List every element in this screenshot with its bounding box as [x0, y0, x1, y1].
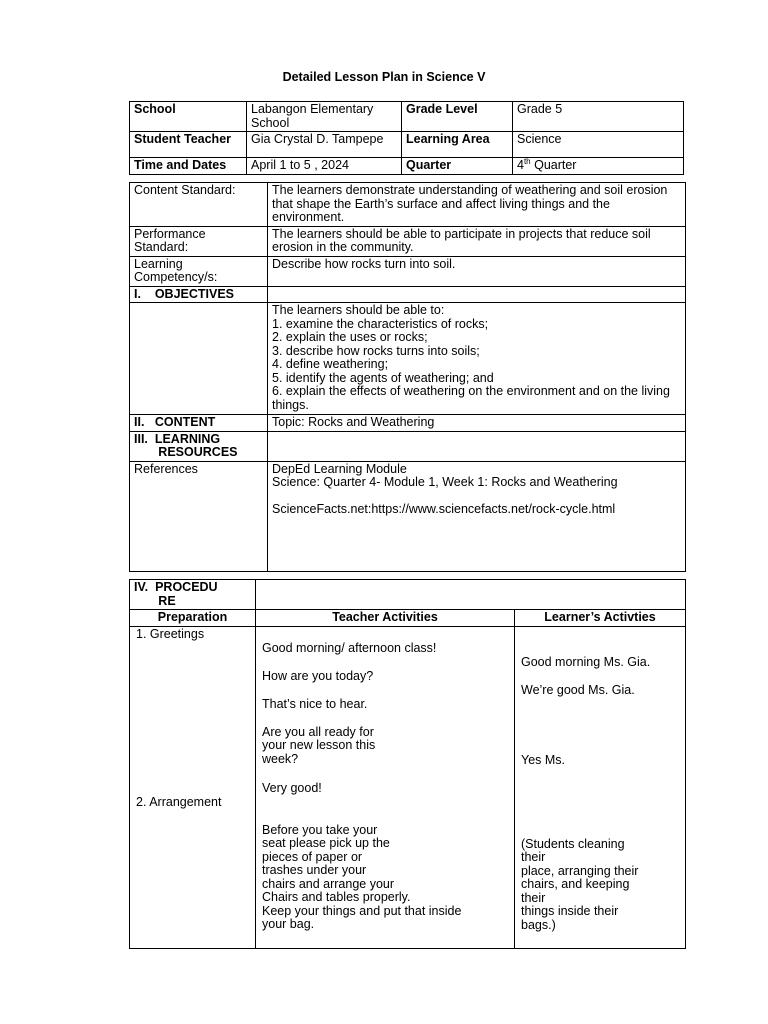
grade-level-value: Grade 5 [513, 102, 684, 132]
grade-level-label: Grade Level [402, 102, 513, 132]
objectives-intro: The learners should be able to: [272, 303, 445, 317]
document-title: Detailed Lesson Plan in Science V [282, 70, 486, 84]
content-standard-value: The learners demonstrate understanding of weathering and soil erosion that shape the Earth’s surface and affect living things and the environment. [268, 183, 686, 227]
objective-item: 1. examine the characteristics of rocks; [272, 316, 489, 331]
teacher-activities-column-header: Teacher Activities [256, 610, 515, 627]
preparation-cell [130, 626, 256, 948]
content-standard-label: Content Standard: [130, 183, 268, 227]
learning-area-value: Science [513, 132, 684, 158]
learner-activities-cell [515, 626, 686, 948]
learner-activities-column-header: Learner’s Activties [515, 610, 686, 627]
content-header: II. CONTENT [130, 415, 268, 432]
standards-table [129, 182, 686, 572]
objective-item: 6. explain the effects of weathering on the environment and on the living things. [272, 384, 670, 412]
prep-greetings: 1. Greetings [136, 626, 205, 641]
learning-resources-header: III. LEARNING RESOURCES [130, 431, 268, 461]
preparation-column-header: Preparation [130, 610, 256, 627]
quarter-suffix: th [523, 156, 531, 166]
student-teacher-label: Student Teacher [130, 132, 247, 158]
teacher-response: That’s nice to hear. [262, 696, 368, 711]
objective-item: 5. identify the agents of weathering; and [272, 370, 494, 385]
learner-arrangement-response: (Students cleaning their place, arranging their chairs, and keeping their things inside their bags.) [521, 836, 639, 932]
info-table [129, 101, 684, 175]
objective-item: 3. describe how rocks turns into soils; [272, 343, 480, 358]
teacher-ready-question: Are you all ready for your new lesson this week? [262, 724, 376, 766]
objective-item: 4. define weathering; [272, 357, 389, 371]
teacher-activities-cell [256, 626, 515, 948]
quarter-value [513, 158, 684, 175]
references-value: DepEd Learning Module Science: Quarter 4- Module 1, Week 1: Rocks and Weathering ScienceFacts.net:https://www.sciencefacts.net/rock-cycle.html [268, 461, 686, 571]
objectives-header: I. OBJECTIVES [130, 286, 268, 303]
learning-area-label: Learning Area [402, 132, 513, 158]
procedure-table [129, 579, 686, 949]
learning-competency-value: Describe how rocks turn into soil. [268, 256, 686, 286]
references-label: References [130, 461, 268, 571]
learner-ready-response: Yes Ms. [521, 752, 566, 767]
teacher-arrangement-instruction: Before you take your seat please pick up the pieces of paper or trashes under your chairs and arrange your Chairs and tables properly. Keep your things and put that inside your bag. [262, 822, 462, 931]
time-dates-label: Time and Dates [130, 158, 247, 175]
performance-standard-label: Performance Standard: [130, 226, 268, 256]
procedure-header: IV. PROCEDU RE [130, 580, 256, 610]
learner-response: We’re good Ms. Gia. [521, 682, 635, 697]
objectives-list [268, 303, 686, 415]
student-teacher-value: Gia Crystal D. Tampepe [247, 132, 402, 158]
learning-competency-label: Learning Competency/s: [130, 256, 268, 286]
school-value: Labangon Elementary School [247, 102, 402, 132]
prep-arrangement: 2. Arrangement [136, 794, 222, 809]
school-label: School [130, 102, 247, 132]
teacher-question: How are you today? [262, 668, 374, 683]
quarter-number: 4 [517, 158, 524, 172]
teacher-praise: Very good! [262, 780, 322, 795]
teacher-greeting: Good morning/ afternoon class! [262, 640, 437, 655]
quarter-word: Quarter [530, 158, 577, 172]
topic-value: Topic: Rocks and Weathering [268, 415, 686, 432]
objective-item: 2. explain the uses or rocks; [272, 330, 428, 344]
performance-standard-value: The learners should be able to participate in projects that reduce soil erosion in the community. [268, 226, 686, 256]
time-dates-value: April 1 to 5 , 2024 [247, 158, 402, 175]
quarter-label: Quarter [402, 158, 513, 175]
learner-greeting: Good morning Ms. Gia. [521, 654, 651, 669]
